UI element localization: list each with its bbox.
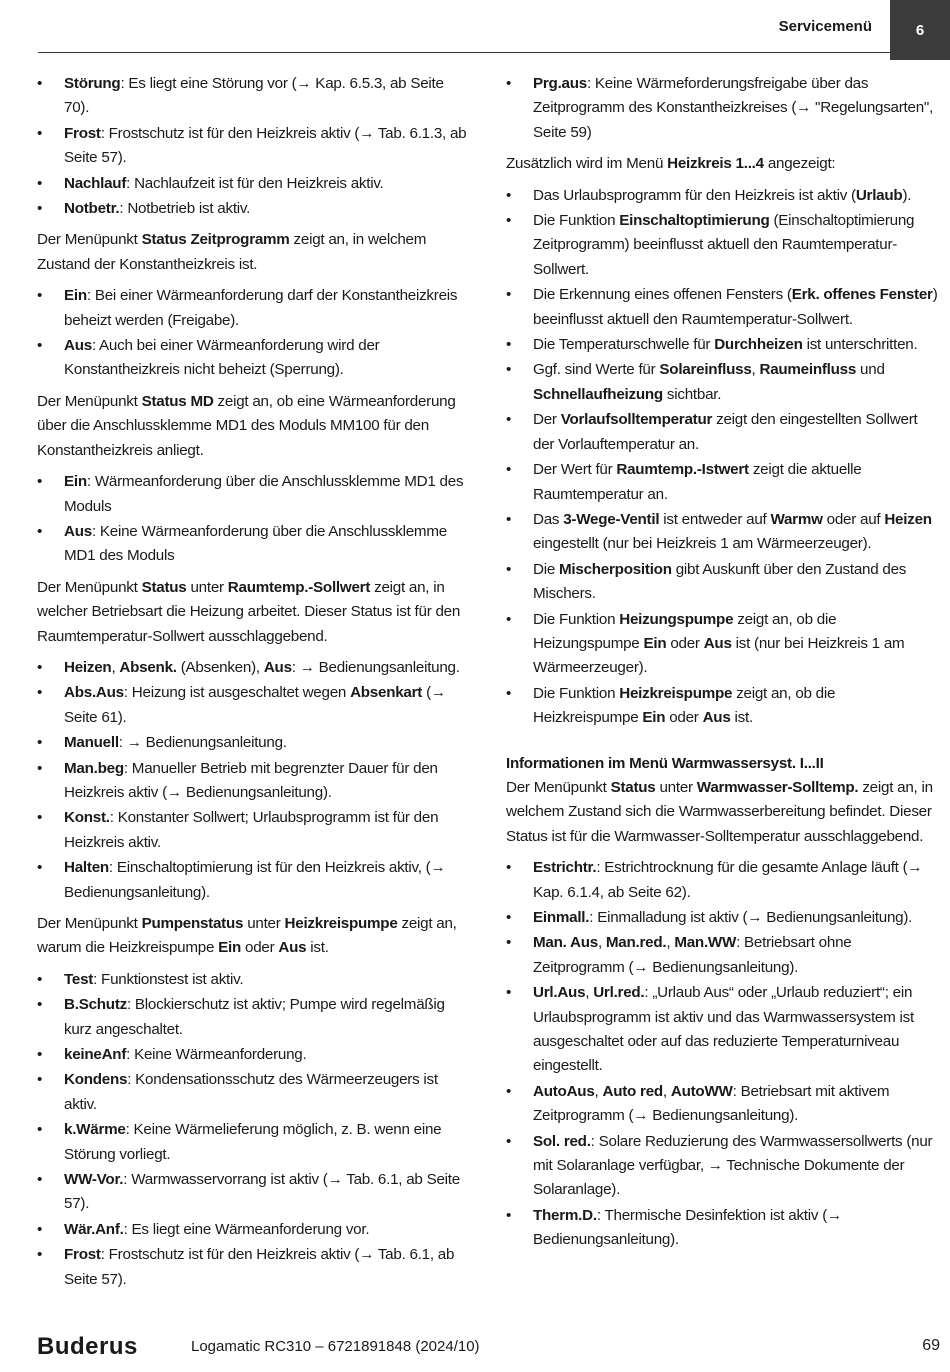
bullet-list [506, 856, 942, 1253]
text-run: zeigt den eingestellten Sollwert der Vorlauftemperatur an. [533, 411, 918, 453]
text-run: oder [241, 939, 279, 957]
bullet-item [37, 334, 472, 383]
text-run: Der Wert für [533, 461, 617, 479]
bold-term: Aus [263, 658, 292, 676]
bullet-list [37, 470, 472, 569]
text-run: zeigt an, in welcher Betriebsart die Heizung arbeitet. Dieser Status ist für den Raumtemperatur-Sollwert ausschlaggebend. [37, 578, 461, 645]
text-run: Der Menüpunkt [37, 578, 142, 596]
bold-term: Sol. red. [533, 1132, 591, 1150]
bullet-item [37, 1043, 472, 1067]
text-run: : Konstanter Sollwert; Urlaubsprogramm ist für den Heizkreis aktiv. [64, 809, 439, 851]
bold-term: Heizen [884, 510, 932, 528]
text-run: , [594, 1082, 603, 1100]
bold-term: Test [64, 970, 94, 988]
text-run: Der Menüpunkt [37, 915, 142, 932]
bullet-item [506, 283, 942, 332]
text-run: : Estrichtrocknung für die gesamte Anlage läuft (→ Kap. 6.1.4, ab Seite 62). [533, 859, 923, 901]
bullet-item [37, 731, 472, 755]
bullet-item [37, 1118, 472, 1167]
text-run: zeigt an, ob die Heizkreispumpe [533, 684, 836, 727]
bullet-item [37, 172, 472, 196]
bold-term: Heizkreispumpe [284, 915, 398, 932]
text-run: : Manueller Betrieb mit begrenzter Dauer für den Heizkreis aktiv (→ Bedienungsanleitung). [64, 759, 438, 801]
bullet-list [506, 72, 942, 145]
section-heading: Informationen im Menü Warmwassersyst. I...II [506, 754, 824, 772]
text-run: : Keine Wärmeforderungsfreigabe über das Zeitprogramm des Konstantheizkreises (→ "Regelungsarten", Seite 59) [533, 75, 934, 141]
text-run: Der [533, 411, 561, 429]
text-run: und [856, 361, 885, 379]
text-run: zeigt an, in welchem Zustand der Konstantheizkreis ist. [37, 231, 427, 273]
text-run: : Frostschutz ist für den Heizkreis aktiv (→ Tab. 6.1.3, ab Seite 57). [64, 124, 467, 167]
bullet-item [37, 1168, 472, 1217]
text-run: eingestellt (nur bei Heizkreis 1 am Wärmeerzeuger). [533, 535, 872, 553]
bold-term: Status MD [141, 392, 214, 410]
bullet-list [37, 656, 472, 905]
brand-logo: Buderus [37, 1333, 138, 1360]
text-run: oder [665, 709, 703, 727]
bold-term: Pumpenstatus [141, 915, 244, 932]
text-run: angezeigt: [763, 155, 836, 173]
text-run: : Frostschutz ist für den Heizkreis aktiv (→ Tab. 6.1, ab Seite 57). [64, 1246, 455, 1288]
text-run: ist. [730, 709, 753, 727]
text-run: (→ Seite 61). [64, 684, 446, 726]
text-run: , [585, 984, 594, 1002]
text-run: Die Funktion [533, 212, 620, 230]
text-run: (Absenken), [176, 658, 264, 676]
text-run: , [751, 361, 760, 379]
bullet-item [37, 520, 472, 569]
bold-term: Kondens [64, 1071, 128, 1089]
text-run: ) beeinflusst aktuell den Raumtemperatur-Sollwert. [533, 286, 938, 328]
bold-term: Konst. [64, 809, 110, 827]
text-run: Die Funktion [533, 684, 620, 702]
bold-term: Man. Aus [533, 934, 598, 952]
text-run: unter [186, 578, 228, 596]
bold-term: Vorlaufsolltemperatur [560, 411, 713, 429]
text-run: Das [533, 510, 564, 528]
bullet-item [506, 856, 942, 905]
text-run: : Notbetrieb ist aktiv. [119, 200, 251, 218]
bullet-item [37, 284, 472, 333]
text-run: Der Menüpunkt [506, 778, 611, 796]
text-run: , [666, 934, 675, 952]
bold-term: Ein [643, 634, 667, 652]
bullet-item [37, 1068, 472, 1117]
bold-term: Frost [64, 1246, 101, 1264]
bold-term: Urlaub [855, 186, 903, 204]
bullet-item [37, 1243, 472, 1292]
bold-term: Url.red. [593, 984, 645, 1002]
text-run: : Kondensationsschutz des Wärmeerzeugers ist aktiv. [64, 1071, 438, 1113]
bullet-item [37, 757, 472, 806]
bullet-item [506, 209, 942, 282]
bold-term: Status [141, 578, 187, 596]
paragraph [37, 912, 472, 961]
bullet-list [506, 184, 942, 731]
bullet-item [506, 1080, 942, 1129]
bold-term: Man.WW [674, 934, 737, 952]
text-run: : Blockierschutz ist aktiv; Pumpe wird regelmäßig kurz angeschaltet. [64, 996, 445, 1038]
bold-term: Warmwasser-Solltemp. [696, 778, 859, 796]
bullet-item [37, 993, 472, 1042]
text-run: Die Erkennung eines offenen Fensters ( [533, 286, 792, 304]
bold-term: Wär.Anf. [64, 1220, 124, 1238]
bullet-item [37, 856, 472, 905]
bold-term: Raumtemp.-Sollwert [227, 578, 371, 596]
bullet-item [37, 1218, 472, 1242]
text-run: Die [533, 560, 560, 578]
text-run: : → Bedienungsanleitung. [118, 734, 287, 752]
text-run: , [662, 1082, 671, 1100]
bold-term: Aus [703, 634, 732, 652]
text-run: : Es liegt eine Störung vor (→ Kap. 6.5.3, ab Seite 70). [64, 75, 444, 117]
bold-term: Ein [642, 709, 666, 727]
bold-term: Url.Aus [533, 984, 586, 1002]
bold-term: Nachlauf [64, 174, 127, 192]
text-run: ist unterschritten. [802, 336, 918, 354]
bold-term: k.Wärme [64, 1121, 126, 1139]
text-run: ist. [306, 939, 329, 957]
text-run: , [597, 934, 606, 952]
bold-term: Heizkreispumpe [619, 684, 733, 702]
bold-term: AutoWW [670, 1082, 733, 1100]
bold-term: Auto red [602, 1082, 663, 1100]
bullet-item [37, 968, 472, 992]
text-run: : → Bedienungsanleitung. [291, 658, 460, 676]
text-run: unter [243, 915, 285, 932]
bold-term: Status Zeitprogramm [141, 231, 290, 249]
text-run: : Betriebsart ohne Zeitprogramm (→ Bedienungsanleitung). [533, 934, 852, 976]
text-run: ist entweder auf [659, 510, 771, 528]
bold-term: Durchheizen [714, 336, 803, 354]
bullet-item [506, 508, 942, 557]
text-run: zeigt an, ob die Heizungspumpe [533, 610, 837, 652]
text-run: ). [902, 186, 912, 204]
text-run: Die Funktion [533, 610, 620, 628]
text-run: unter [655, 778, 697, 796]
bullet-item [506, 682, 942, 731]
bold-term: AutoAus [533, 1082, 595, 1100]
text-run: Zusätzlich wird im Menü [506, 155, 668, 173]
bullet-item [506, 184, 942, 208]
bullet-item [506, 408, 942, 457]
bullet-list [37, 968, 472, 1292]
bold-term: Raumeinfluss [759, 361, 857, 379]
bold-term: Status [610, 778, 656, 796]
paragraph [37, 228, 472, 277]
spacer [506, 738, 942, 752]
bold-term: Ein [218, 939, 242, 957]
bullet-item [37, 470, 472, 519]
bold-term: Mischerposition [559, 560, 672, 578]
text-run: Das Urlaubsprogramm für den Heizkreis ist aktiv ( [533, 186, 856, 204]
bold-term: Notbetr. [64, 200, 120, 218]
text-run: : Keine Wärmelieferung möglich, z. B. wenn eine Störung vorliegt. [64, 1121, 442, 1163]
bold-term: WW-Vor. [64, 1171, 124, 1189]
bold-term: Man.beg [64, 759, 124, 777]
paragraph [37, 390, 472, 463]
bullet-item [506, 458, 942, 507]
text-run: Die Temperaturschwelle für [533, 336, 715, 354]
bullet-item [506, 1204, 942, 1253]
text-run: Der Menüpunkt [37, 392, 142, 410]
text-run: : Betriebsart mit aktivem Zeitprogramm (→ Bedienungsanleitung). [533, 1082, 890, 1125]
text-run: zeigt an, in welchem Zustand sich die Warmwasserbereitung befindet. Dieser Status ist für die Warmwasser-Solltemperatur ausschlaggebend. [506, 778, 933, 845]
left-column [37, 72, 472, 1299]
bold-term: Estrichtr. [533, 859, 597, 877]
bold-term: Störung [64, 75, 121, 92]
text-run: Der Menüpunkt [37, 231, 142, 249]
bold-term: Abs.Aus [64, 684, 124, 702]
paragraph [506, 152, 942, 176]
bold-term: Halten [64, 859, 109, 877]
bullet-list [37, 284, 472, 383]
bullet-item [506, 1130, 942, 1203]
bold-term: Heizen [64, 658, 112, 676]
bold-term: Frost [64, 124, 101, 142]
bold-term: Heizungspumpe [619, 610, 734, 628]
bullet-item [37, 656, 472, 680]
bold-term: Ein [64, 473, 87, 491]
bold-term: Aus [702, 709, 731, 727]
text-run: : Keine Wärmeanforderung. [126, 1046, 307, 1064]
bold-term: Man.red. [605, 934, 667, 952]
bullet-item [37, 681, 472, 730]
section-title: Servicemenü [778, 18, 872, 35]
text-run: zeigt an, warum die Heizkreispumpe [37, 915, 457, 957]
text-run: : Es liegt eine Wärmeanforderung vor. [123, 1220, 370, 1238]
text-run: , [111, 658, 120, 676]
bullet-item [506, 333, 942, 357]
text-run: zeigt an, ob eine Wärmeanforderung über die Anschlussklemme MD1 des Moduls MM100 für den Konstantheizkreis anliegt. [37, 392, 456, 459]
text-run: sichtbar. [662, 385, 722, 403]
text-run: zeigt die aktuelle Raumtemperatur an. [533, 461, 862, 503]
text-run: : Funktionstest ist aktiv. [93, 970, 244, 988]
text-run: (Einschaltoptimierung Zeitprogramm) beeinflusst aktuell den Raumtemperatur-Sollwert. [533, 212, 915, 278]
text-run: : Solare Reduzierung des Warmwassersollwerts (nur mit Solaranlage verfügbar, → Technische Dokumente der Solaranlage). [533, 1132, 933, 1199]
bullet-item [37, 806, 472, 855]
text-run: : Warmwasservorrang ist aktiv (→ Tab. 6.1, ab Seite 57). [64, 1171, 460, 1213]
header-divider [38, 52, 890, 53]
bullet-item [506, 358, 942, 407]
bullet-item [506, 608, 942, 681]
bullet-item [506, 558, 942, 607]
bold-term: Heizkreis 1...4 [667, 155, 764, 173]
bullet-item [506, 981, 942, 1079]
bold-term: B.Schutz [64, 996, 127, 1014]
bullet-item [506, 906, 942, 930]
paragraph [37, 576, 472, 649]
text-run: : Auch bei einer Wärmeanforderung wird der Konstantheizkreis nicht beheizt (Sperrung). [64, 337, 380, 379]
bold-term: 3-Wege-Ventil [563, 510, 660, 528]
text-run: oder [666, 634, 704, 652]
bold-term: Einschaltoptimierung [619, 212, 770, 230]
text-run: : Heizung ist ausgeschaltet wegen [123, 684, 351, 702]
text-run: : Nachlaufzeit ist für den Heizkreis aktiv. [126, 174, 384, 192]
bold-term: Einmall. [533, 909, 590, 926]
text-run: : Keine Wärmeanforderung über die Anschlussklemme MD1 des Moduls [64, 522, 447, 565]
text-run: gibt Auskunft über den Zustand des Mischers. [533, 560, 907, 603]
text-run: : Thermische Desinfektion ist aktiv (→ Bedienungsanleitung). [533, 1206, 842, 1249]
text-run: : „Urlaub Aus“ oder „Urlaub reduziert“; ein Urlaubsprogramm ist aktiv und das Warmwassersystem ist ausgeschaltet oder auf das reduzierte Temperaturniveau eingestellt. [533, 984, 914, 1075]
bullet-item [506, 72, 942, 145]
right-column [506, 72, 942, 1260]
bold-term: Absenkart [350, 684, 423, 702]
text-run: : Wärmeanforderung über die Anschlussklemme MD1 des Moduls [64, 473, 464, 515]
bullet-item [506, 931, 942, 980]
bullet-item [37, 197, 472, 221]
bullet-list [37, 72, 472, 221]
paragraph [506, 776, 942, 849]
text-run: : Einmalladung ist aktiv (→ Bedienungsanleitung). [589, 909, 913, 926]
chapter-number-badge: 6 [890, 0, 950, 60]
text-run: : Bei einer Wärmeanforderung darf der Konstantheizkreis beheizt werden (Freigabe). [64, 287, 458, 329]
bold-term: Schnellaufheizung [533, 385, 663, 403]
bullet-item [37, 122, 472, 171]
document-reference: Logamatic RC310 – 6721891848 (2024/10) [191, 1338, 480, 1355]
bold-term: Solareinfluss [659, 361, 752, 379]
bold-term: Therm.D. [533, 1206, 597, 1224]
bold-term: Aus [64, 337, 92, 355]
bold-term: Warmw [770, 510, 823, 528]
text-run: : Einschaltoptimierung ist für den Heizkreis aktiv, (→ Bedienungsanleitung). [64, 859, 446, 901]
bold-term: Prg.aus [533, 75, 587, 92]
bold-term: keineAnf [64, 1046, 127, 1064]
text-run: ist (nur bei Heizkreis 1 am Wärmeerzeuger). [533, 634, 905, 677]
text-run: oder auf [822, 510, 885, 528]
bold-term: Manuell [64, 734, 119, 752]
bold-term: Absenk. [119, 658, 177, 676]
bold-term: Aus [64, 522, 92, 540]
bullet-item [37, 72, 472, 121]
bold-term: Erk. offenes Fenster [791, 286, 933, 304]
bold-term: Aus [278, 939, 307, 957]
text-run: Ggf. sind Werte für [533, 361, 660, 379]
bold-term: Raumtemp.-Istwert [616, 461, 749, 479]
bold-term: Ein [64, 287, 87, 305]
page-number: 69 [922, 1337, 940, 1354]
